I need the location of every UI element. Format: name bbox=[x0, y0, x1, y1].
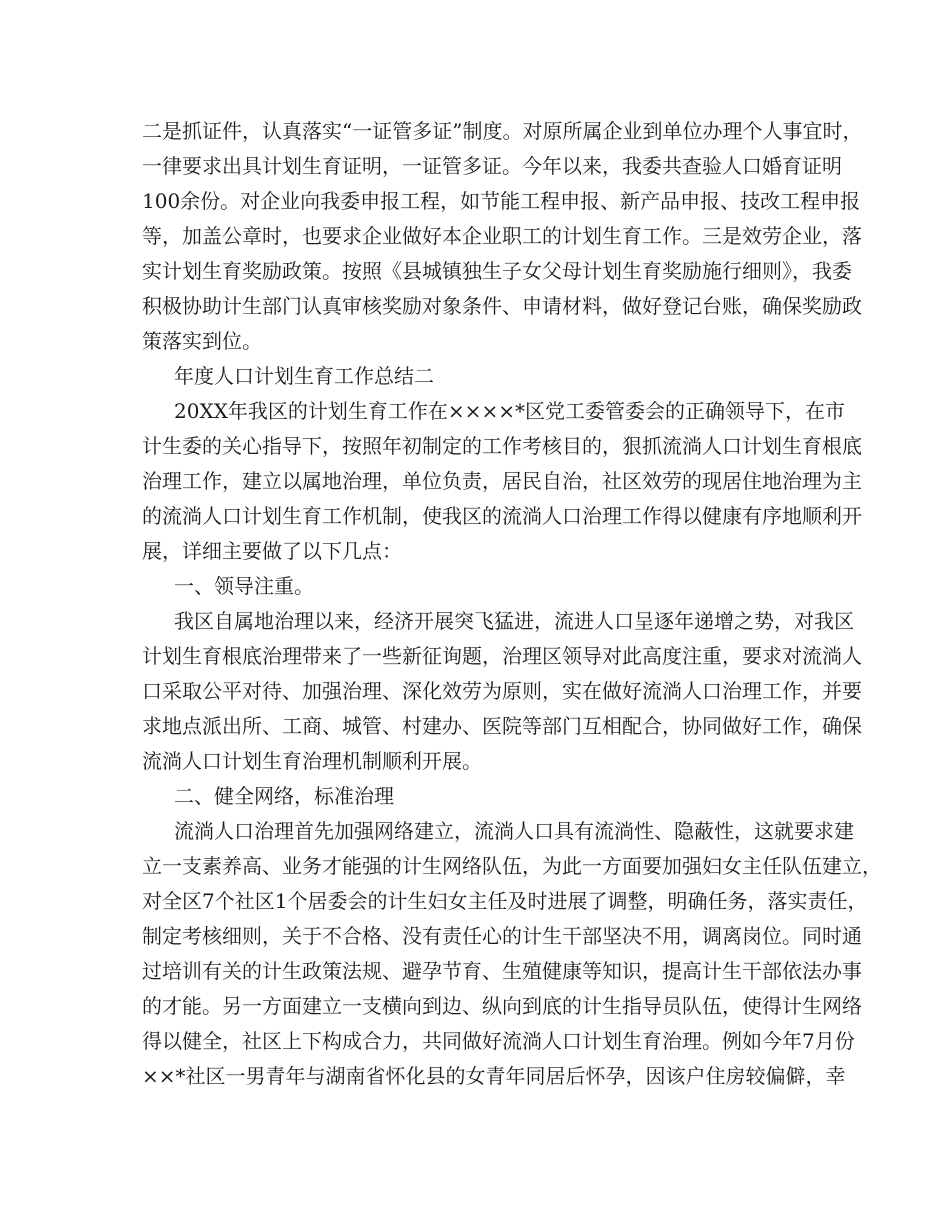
text-line: 实计划生育奖励政策。按照《县城镇独生子女父母计划生育奖励施行细则》，我委 bbox=[142, 259, 852, 283]
text-line: 求地点派出所、工商、城管、村建办、医院等部门互相配合，协同做好工作，确保 bbox=[142, 714, 862, 738]
text-line: 流淌人口计划生育治理机制顺利开展。 bbox=[142, 749, 482, 773]
text-line: 等，加盖公章时，也要求企业做好本企业职工的计划生育工作。三是效劳企业，落 bbox=[142, 224, 862, 248]
text-line: 100余份。对企业向我委申报工程，如节能工程申报、新产品申报、技改工程申报 bbox=[142, 189, 861, 213]
text-line: 流淌人口治理首先加强网络建立，流淌人口具有流淌性、隐蔽性，这就要求建 bbox=[174, 819, 854, 843]
text-line: 口采取公平对待、加强治理、深化效劳为原则，实在做好流淌人口治理工作，并要 bbox=[142, 679, 862, 703]
text-line: 一、领导注重。 bbox=[174, 574, 314, 598]
text-line: 对全区7个社区1个居委会的计生妇女主任及时进展了调整，明确任务，落实责任， bbox=[142, 889, 868, 913]
text-line: 计生委的关心指导下，按照年初制定的工作考核目的，狠抓流淌人口计划生育根底 bbox=[142, 434, 862, 458]
text-line: 的才能。另一方面建立一支横向到边、纵向到底的计生指导员队伍，使得计生网络 bbox=[142, 994, 862, 1018]
text-line: 二、健全网络，标准治理 bbox=[174, 784, 394, 808]
text-line: ××*社区一男青年与湖南省怀化县的女青年同居后怀孕，因该户住房较偏僻，幸 bbox=[142, 1064, 846, 1088]
text-line: 立一支素养高、业务才能强的计生网络队伍，为此一方面要加强妇女主任队伍建立， bbox=[142, 854, 882, 878]
text-line: 策落实到位。 bbox=[142, 329, 262, 353]
text-line: 得以健全，社区上下构成合力，共同做好流淌人口计划生育治理。例如今年7月份 bbox=[142, 1029, 855, 1053]
text-line: 展，详细主要做了以下几点： bbox=[142, 539, 402, 563]
text-line: 20XX年我区的计划生育工作在××××*区党工委管委会的正确领导下，在市 bbox=[174, 399, 845, 423]
text-line: 我区自属地治理以来，经济开展突飞猛进，流进人口呈逐年递增之势，对我区 bbox=[174, 609, 854, 633]
text-line: 积极协助计生部门认真审核奖励对象条件、申请材料，做好登记台账，确保奖励政 bbox=[142, 294, 862, 318]
document-body bbox=[142, 114, 882, 1094]
text-line: 一律要求出具计划生育证明，一证管多证。今年以来，我委共查验人口婚育证明 bbox=[142, 154, 842, 178]
text-line: 的流淌人口计划生育工作机制，使我区的流淌人口治理工作得以健康有序地顺利开 bbox=[142, 504, 862, 528]
text-line: 制定考核细则，关于不合格、没有责任心的计生干部坚决不用，调离岗位。同时通 bbox=[142, 924, 862, 948]
text-line: 过培训有关的计生政策法规、避孕节育、生殖健康等知识，提高计生干部依法办事 bbox=[142, 959, 862, 983]
text-line: 二是抓证件，认真落实“一证管多证”制度。对原所属企业到单位办理个人事宜时， bbox=[142, 119, 863, 143]
text-line: 年度人口计划生育工作总结二 bbox=[174, 364, 434, 388]
text-line: 计划生育根底治理带来了一些新征询题，治理区领导对此高度注重，要求对流淌人 bbox=[142, 644, 862, 668]
text-line: 治理工作，建立以属地治理，单位负责，居民自治，社区效劳的现居住地治理为主 bbox=[142, 469, 862, 493]
